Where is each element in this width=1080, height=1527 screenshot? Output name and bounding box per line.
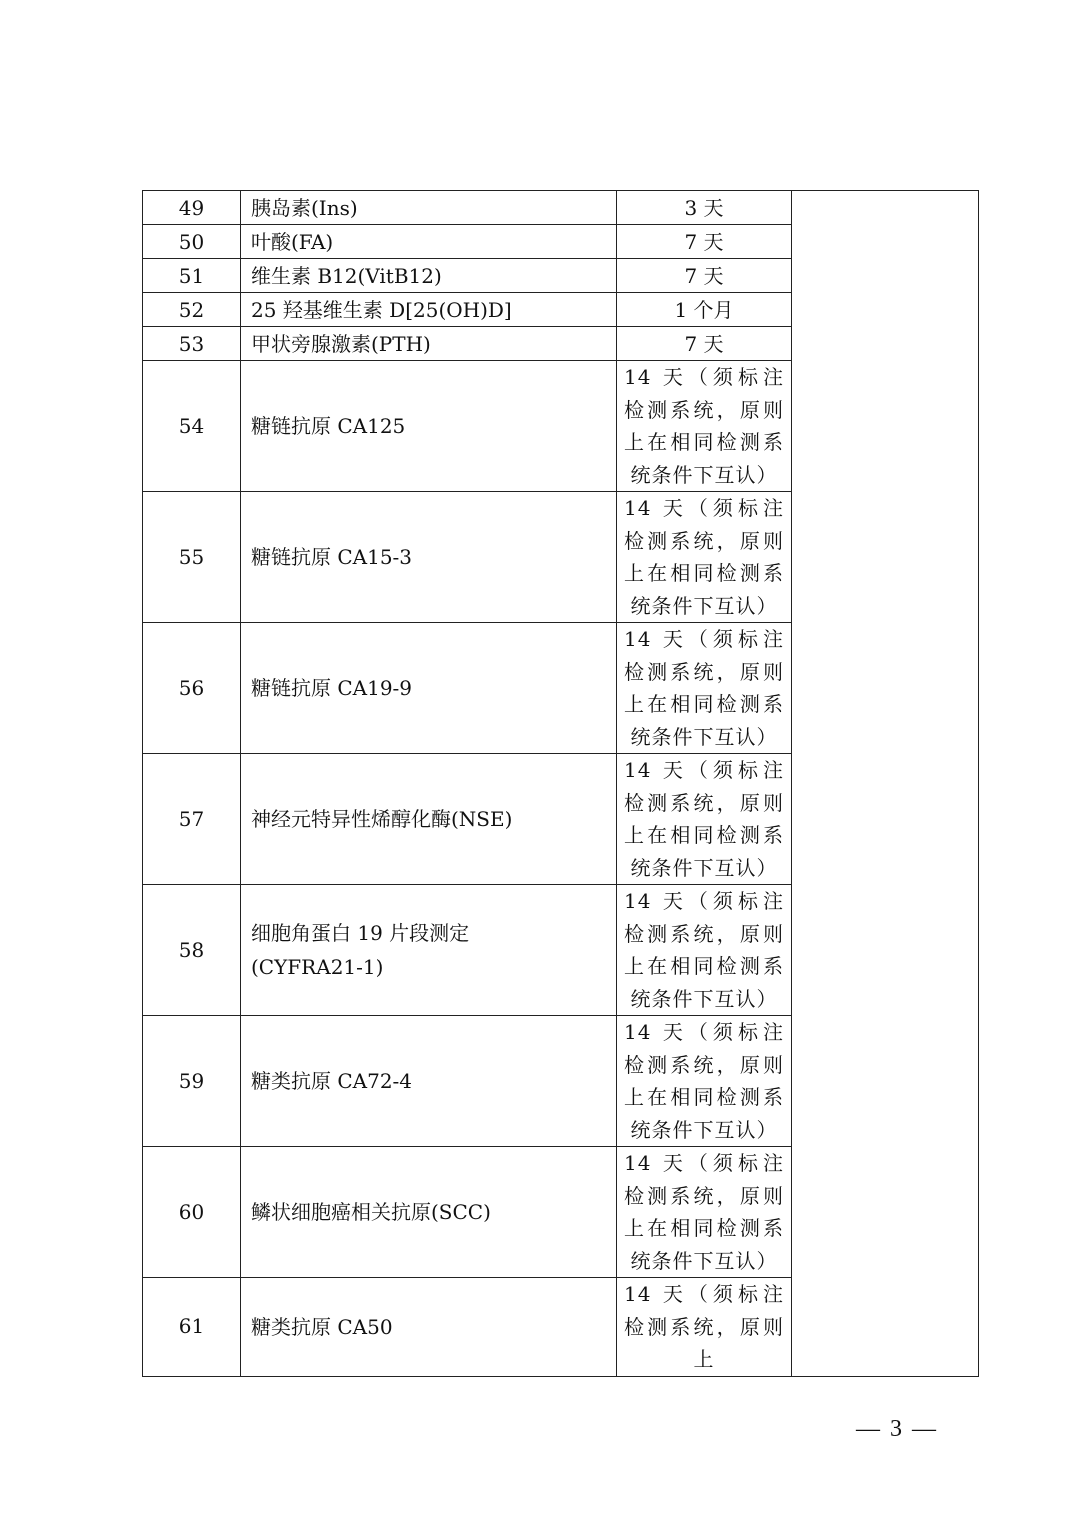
validity-period-text: 14 天（须标注检测系统，原则上在相同检测系统条件下互认）: [624, 627, 784, 749]
validity-period-text: 14 天（须标注检测系统，原则上在相同检测系统条件下互认）: [624, 496, 784, 618]
test-item-text: 糖链抗原 CA15-3: [251, 545, 413, 569]
row-number: 61: [143, 1278, 241, 1377]
test-item: [241, 623, 617, 754]
test-item-text: 糖链抗原 CA19-9: [251, 676, 413, 700]
validity-period-text: 14 天（须标注检测系统，原则上在相同检测系统条件下互认）: [624, 758, 784, 880]
test-item-text: 糖链抗原 CA125: [251, 414, 406, 438]
validity-period: [617, 1016, 792, 1147]
validity-period: [617, 361, 792, 492]
validity-period-text: 14 天（须标注检测系统，原则上在相同检测系统条件下互认）: [624, 889, 784, 1011]
row-number: 58: [143, 885, 241, 1016]
test-item: [241, 1016, 617, 1147]
row-number: 51: [143, 259, 241, 293]
validity-period: [617, 623, 792, 754]
test-item: 叶酸(FA): [241, 225, 617, 259]
test-item: [241, 361, 617, 492]
validity-period-text: 14 天（须标注检测系统，原则上在相同检测系统条件下互认）: [624, 365, 784, 487]
page-number: — 3 —: [856, 1416, 938, 1442]
validity-period: 3 天: [617, 191, 792, 225]
row-number: 60: [143, 1147, 241, 1278]
row-number: 55: [143, 492, 241, 623]
validity-period: 7 天: [617, 327, 792, 361]
row-number: 59: [143, 1016, 241, 1147]
test-item: [241, 492, 617, 623]
row-number: 54: [143, 361, 241, 492]
validity-period: [617, 1147, 792, 1278]
test-item: 25 羟基维生素 D[25(OH)D]: [241, 293, 617, 327]
validity-period-text: 14 天（须标注检测系统，原则上在相同检测系统条件下互认）: [624, 1151, 784, 1273]
row-number: 49: [143, 191, 241, 225]
row-number: 57: [143, 754, 241, 885]
test-item-text: 鳞状细胞癌相关抗原(SCC): [251, 1200, 491, 1224]
test-item: 胰岛素(Ins): [241, 191, 617, 225]
test-item: [241, 1278, 617, 1377]
row-number: 50: [143, 225, 241, 259]
test-item: 甲状旁腺激素(PTH): [241, 327, 617, 361]
test-item: 维生素 B12(VitB12): [241, 259, 617, 293]
test-item: [241, 885, 617, 1016]
validity-period-text: 14 天（须标注检测系统，原则上在相同检测系统条件下互认）: [624, 1020, 784, 1142]
validity-period: [617, 885, 792, 1016]
validity-period: 7 天: [617, 225, 792, 259]
row-number: 52: [143, 293, 241, 327]
validity-period: [617, 754, 792, 885]
test-item: [241, 1147, 617, 1278]
table-row: [143, 191, 979, 225]
row-number: 56: [143, 623, 241, 754]
validity-period: [617, 492, 792, 623]
remark-cell: [792, 191, 979, 1377]
row-number: 53: [143, 327, 241, 361]
test-item-text: 糖类抗原 CA72-4: [251, 1069, 413, 1093]
validity-period-text: 14 天（须标注检测系统，原则上: [624, 1282, 784, 1371]
validity-period: [617, 1278, 792, 1377]
test-item-text: 糖类抗原 CA50: [251, 1314, 393, 1339]
validity-period: 1 个月: [617, 293, 792, 327]
test-items-table: [142, 190, 979, 1377]
test-item-text: 神经元特异性烯醇化酶(NSE): [251, 807, 513, 831]
test-item: [241, 754, 617, 885]
validity-period: 7 天: [617, 259, 792, 293]
test-item-text: 细胞角蛋白 19 片段测定(CYFRA21-1): [251, 921, 470, 979]
